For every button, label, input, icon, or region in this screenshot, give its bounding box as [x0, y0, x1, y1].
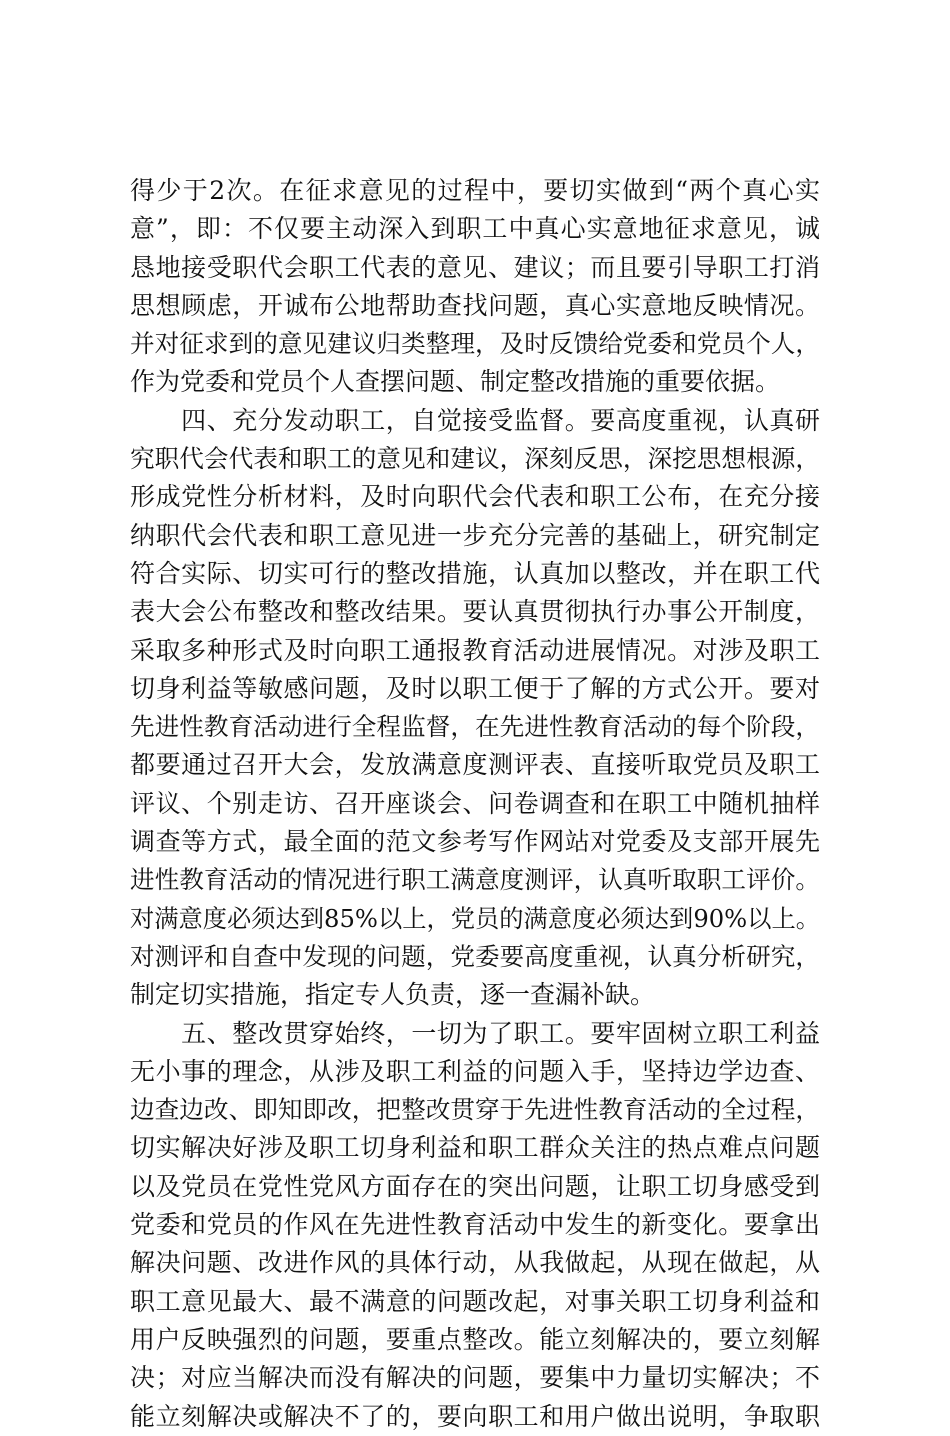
text-line: 调查等方式，最全面的范文参考写作网站对党委及支部开展先 [130, 827, 820, 857]
text-line: 四、充分发动职工，自觉接受监督。要高度重视，认真研 [130, 405, 820, 435]
text-line: 都要通过召开大会，发放满意度测评表、直接听取党员及职工 [130, 750, 820, 780]
text-line: 用户反映强烈的问题，要重点整改。能立刻解决的，要立刻解 [130, 1324, 820, 1354]
text-line: 先进性教育活动进行全程监督，在先进性教育活动的每个阶段， [130, 712, 820, 742]
text-line: 表大会公布整改和整改结果。要认真贯彻执行办事公开制度， [130, 597, 820, 627]
text-line: 符合实际、切实可行的整改措施，认真加以整改，并在职工代 [130, 558, 820, 588]
text-line: 究职代会代表和职工的意见和建议，深刻反思，深挖思想根源， [130, 444, 820, 474]
text-line: 切身利益等敏感问题，及时以职工便于了解的方式公开。要对 [130, 673, 820, 703]
text-line: 边查边改、即知即改，把整改贯穿于先进性教育活动的全过程， [130, 1095, 820, 1125]
text-line: 形成党性分析材料，及时向职代会代表和职工公布，在充分接 [130, 482, 820, 512]
text-line: 作为党委和党员个人查摆问题、制定整改措施的重要依据。 [130, 367, 781, 397]
text-line: 采取多种形式及时向职工通报教育活动进展情况。对涉及职工 [130, 635, 820, 665]
text-line: 能立刻解决或解决不了的，要向职工和用户做出说明，争取职 [130, 1401, 820, 1431]
text-line: 对满意度必须达到85%以上，党员的满意度必须达到90%以上。 [130, 903, 820, 933]
text-line: 得少于2次。在征求意见的过程中，要切实做到“两个真心实 [130, 176, 820, 205]
text-line: 制定切实措施，指定专人负责，逐一查漏补缺。 [130, 980, 656, 1010]
text-line: 对测评和自查中发现的问题，党委要高度重视，认真分析研究， [130, 941, 820, 971]
text-line: 五、整改贯穿始终，一切为了职工。要牢固树立职工利益 [130, 1018, 820, 1048]
text-line: 以及党员在党性党风方面存在的突出问题，让职工切身感受到 [130, 1171, 820, 1201]
text-line: 无小事的理念，从涉及职工利益的问题入手，坚持边学边查、 [130, 1056, 820, 1086]
text-line: 决；对应当解决而没有解决的问题，要集中力量切实解决；不 [130, 1363, 820, 1393]
text-line: 解决问题、改进作风的具体行动，从我做起，从现在做起，从 [130, 1248, 820, 1278]
text-line: 评议、个别走访、召开座谈会、问卷调查和在职工中随机抽样 [130, 788, 820, 818]
text-line: 并对征求到的意见建议归类整理，及时反馈给党委和党员个人， [130, 329, 820, 359]
text-line: 意”，即：不仅要主动深入到职工中真心实意地征求意见，诚 [130, 214, 820, 244]
text-line: 切实解决好涉及职工切身利益和职工群众关注的热点难点问题 [130, 1133, 820, 1163]
body-text [130, 172, 820, 1436]
text-line: 进性教育活动的情况进行职工满意度测评，认真听取职工评价。 [130, 865, 820, 895]
text-line: 党委和党员的作风在先进性教育活动中发生的新变化。要拿出 [130, 1210, 820, 1240]
text-line: 思想顾虑，开诚布公地帮助查找问题，真心实意地反映情况。 [130, 290, 820, 320]
text-line: 职工意见最大、最不满意的问题改起，对事关职工切身利益和 [130, 1286, 820, 1316]
text-line: 纳职代会代表和职工意见进一步充分完善的基础上，研究制定 [130, 520, 820, 550]
text-line: 恳地接受职代会职工代表的意见、建议；而且要引导职工打消 [130, 252, 820, 282]
